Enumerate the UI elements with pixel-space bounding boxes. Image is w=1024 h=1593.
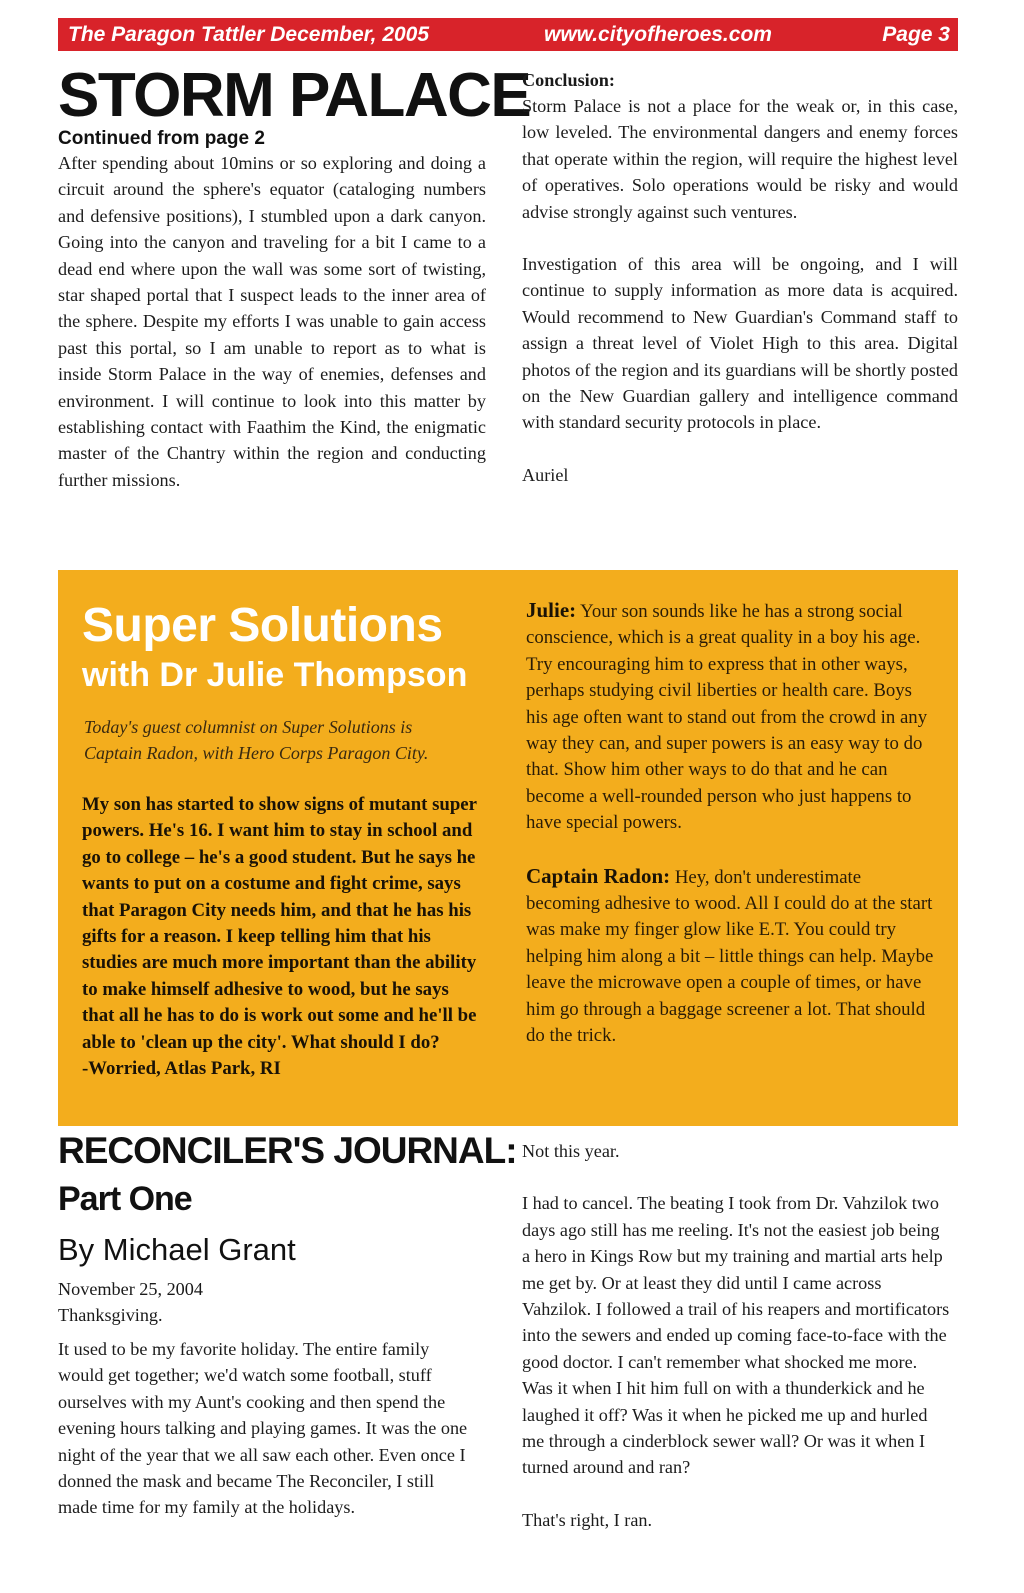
journal-date-block bbox=[58, 1276, 203, 1329]
byline: By Michael Grant bbox=[58, 1232, 296, 1267]
super-solutions-box bbox=[58, 570, 958, 1126]
conclusion-heading: Conclusion: bbox=[522, 70, 615, 90]
radon-answer bbox=[526, 863, 936, 1050]
reader-letter bbox=[82, 792, 482, 1082]
conclusion-body bbox=[522, 93, 958, 488]
conclusion-paragraph-1: Storm Palace is not a place for the weak or, in this case, low leveled. The environmental dangers and enemy forces that operate within the region, will require the highest level of operatives. Solo operations would be risky and would advise strongly against such ventures. bbox=[522, 96, 958, 222]
conclusion-paragraph-2: Investigation of this area will be ongoing, and I will continue to supply information as more data is acquired. Would recommend to New Guardian's Command staff to assign a threat level of Violet High to this area. Digital photos of the region and its guardians will be shortly posted on the New Guardian gallery and intelligence command with standard security protocols in place. bbox=[522, 254, 958, 433]
radon-label: Captain Radon: bbox=[526, 863, 671, 888]
reconciler-body-right bbox=[522, 1138, 952, 1533]
reconciler-paragraph-2: Not this year. bbox=[522, 1141, 620, 1161]
storm-palace-paragraph: After spending about 10mins or so exploring and doing a circuit around the sphere's equator (cataloging numbers and defensive positions), I stumbled upon a dark canyon. Going into the canyon and traveling for a bit I came to a dead end where upon the wall was some sort of twisting, star shaped portal that I suspect leads to the inner area of the sphere. Despite my efforts I was unable to gain access past this portal, so I am unable to report as to what is inside Storm Palace in the way of enemies, defenses and environment. I will continue to look into this matter by establishing contact with Faathim the Kind, the enigmatic master of the Chantry within the region and conducting further missions. bbox=[58, 153, 486, 490]
reconciler-part-title: Part One bbox=[58, 1180, 192, 1218]
radon-answer-text: Hey, don't underestimate becoming adhesive to wood. All I could do at the start was make my finger glow like E.T. You could try helping him along a bit – little things can help. Maybe leave the microwave open a couple of times, or have him go through a baggage screener a lot. That should do the trick. bbox=[526, 866, 934, 1047]
super-solutions-subtitle: with Dr Julie Thompson bbox=[82, 656, 468, 694]
super-solutions-title: Super Solutions bbox=[82, 599, 443, 652]
julie-answer-text: Your son sounds like he has a strong social conscience, which is a great quality in a boy his age. Try encouraging him to express that in other ways, perhaps studying civil liberties or health care. Boys his age often want to stand out from the crowd in any way they can, and super powers is an easy way to do that. Show him other ways to do that and he can become a well-rounded person who just happens to have special powers. bbox=[526, 601, 928, 834]
julie-answer bbox=[526, 597, 936, 837]
reconciler-paragraph-1: It used to be my favorite holiday. The entire family would get together; we'd watch some football, stuff ourselves with my Aunt's cooking and then spend the evening hours talking and playing games. It was the one night of the year that we all saw each other. Even once I donned the mask and became The Reconciler, I still made time for my family at the holidays. bbox=[58, 1339, 468, 1518]
author-signature: Auriel bbox=[522, 464, 569, 485]
answers-column bbox=[526, 597, 936, 1050]
reader-letter-signature: -Worried, Atlas Park, RI bbox=[82, 1058, 281, 1080]
journal-holiday: Thanksgiving. bbox=[58, 1305, 163, 1326]
guest-columnist-intro: Today's guest columnist on Super Solutions is Captain Radon, with Hero Corps Paragon City. bbox=[84, 717, 429, 763]
julie-label: Julie: bbox=[526, 598, 577, 622]
reconciler-journal-title: RECONCILER'S JOURNAL: bbox=[58, 1130, 517, 1171]
publication-title: The Paragon Tattler December, 2005 bbox=[68, 23, 430, 46]
website-url[interactable]: www.cityofheroes.com bbox=[544, 23, 772, 46]
reader-letter-text: My son has started to show signs of mutant super powers. He's 16. I want him to stay in school and go to college – he's a good student. But he says he wants to put on a costume and fight crime, says that Paragon City needs him, and that he has his gifts for a reason. I keep telling him that his studies are much more important than the ability to make himself adhesive to wood, but he says that all he has to do is work out some and he'll be able to 'clean up the city'. What should I do? bbox=[82, 794, 477, 1053]
page-header-bar bbox=[58, 18, 958, 51]
page-number: Page 3 bbox=[882, 23, 950, 46]
reconciler-body-left bbox=[58, 1336, 478, 1521]
storm-palace-body bbox=[58, 150, 486, 493]
reconciler-paragraph-4: That's right, I ran. bbox=[522, 1509, 653, 1530]
reconciler-paragraph-3: I had to cancel. The beating I took from Dr. Vahzilok two days ago still has me reeling. It's not the easiest job being a hero in Kings Row but my training and martial arts help me get by. Or at least they did until I came across Vahzilok. I followed a trail of his reapers and mortificators into the sewers and ended up coming face-to-face with the good doctor. I can't remember what shocked me more. Was it when I hit him full on with a thunderkick and he laughed it off? Was it when he picked me up and hurled me through a cinderblock sewer wall? Or was it when I turned around and ran? bbox=[522, 1193, 950, 1478]
storm-palace-headline: STORM PALACE bbox=[58, 61, 531, 130]
continued-note: Continued from page 2 bbox=[58, 128, 265, 149]
journal-date: November 25, 2004 bbox=[58, 1279, 203, 1299]
